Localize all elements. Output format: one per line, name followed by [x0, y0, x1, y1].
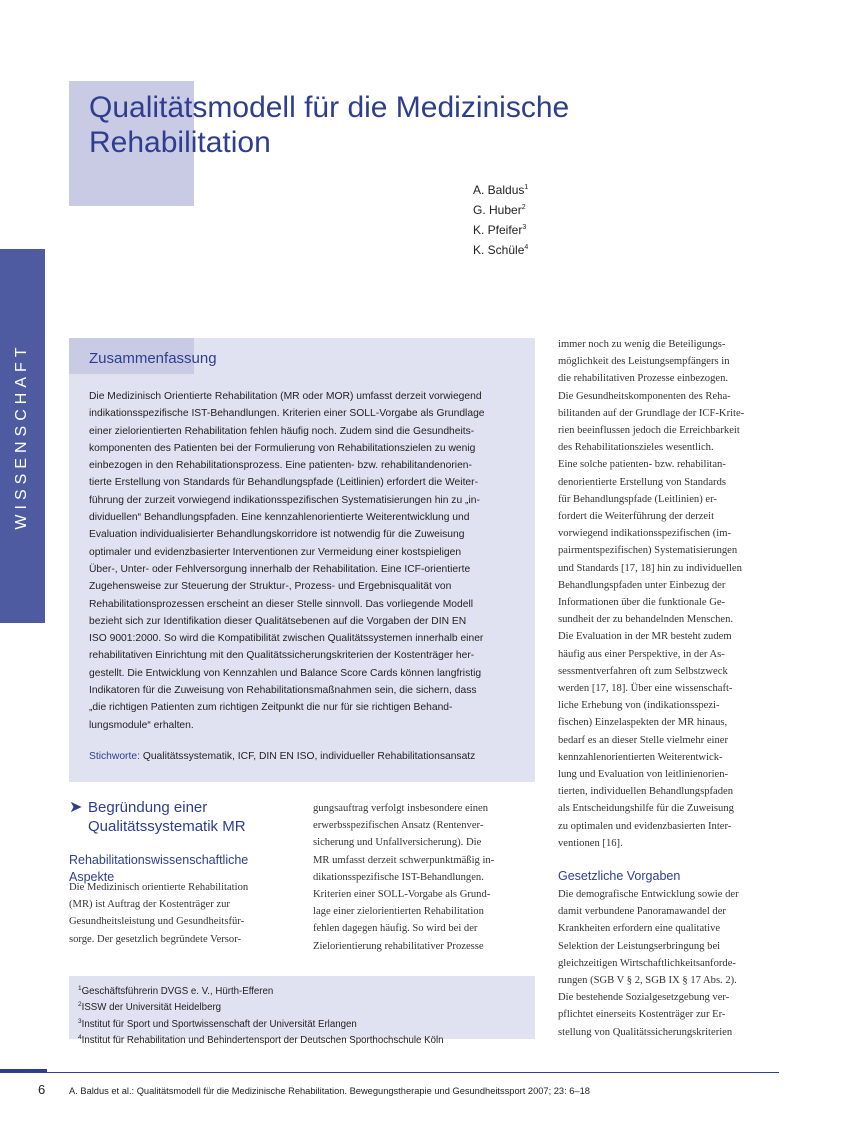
body-line: Behandlungspfaden unter Einbezug der — [558, 579, 726, 591]
body-line: lage einer zielorientierten Rehabilitation — [313, 906, 484, 918]
body-line: Selektion der Leistungserbringung bei — [558, 940, 721, 952]
footnote-text: Institut für Rehabilitation und Behindertensport der Deutschen Sporthochschule Köln — [81, 1035, 444, 1047]
body-line: pflichtet einerseits Kostenträger zur Er- — [558, 1009, 726, 1021]
body-line: (MR) ist Auftrag der Kostenträger zur — [69, 899, 230, 911]
author-name: G. Huber — [473, 203, 522, 217]
keywords-text: Qualitätssystematik, ICF, DIN EN ISO, individueller Rehabilitationsansatz — [142, 751, 476, 762]
body-line: für Behandlungspfade (Leitlinien) er- — [558, 493, 717, 505]
section-heading-line-2: Qualitätssystematik MR — [88, 818, 246, 835]
abstract-line: dividuellen“ Behandlungspfaden. Eine kennzahlenorientierte Weiterentwicklung und — [89, 512, 470, 524]
body-line: die rehabilitativen Prozesse einbezogen. — [558, 373, 729, 385]
subsection-heading: Rehabilitationswissenschaftliche Aspekte — [69, 853, 249, 884]
author-ref: 3 — [522, 224, 527, 231]
body-line: vorwiegend indikationsspezifischen (im- — [558, 528, 731, 540]
abstract-line: rehabilitativen Einrichtung mit den Qualitätssicherungskriterien der Kostenträger her- — [89, 650, 475, 662]
abstract-line: ISO 9001:2000. So wird die Kompatibilität zwischen Qualitätssystemen innerhalb einer — [89, 633, 484, 645]
body-line: sessmentverfahren oft zum Selbstzweck — [558, 665, 728, 677]
body-line: und Standards [17, 18] hin zu individuellen — [558, 562, 742, 574]
body-column-middle — [313, 800, 534, 955]
body-line: Informationen über die funktionale Ge- — [558, 597, 726, 609]
abstract-line: einbezogen in den Rehabilitationsprozess. Eine patienten- bzw. rehabilitandenorien- — [89, 460, 472, 472]
author-list — [473, 179, 528, 259]
body-line: gungsauftrag verfolgt insbesondere einen — [313, 803, 489, 814]
author-ref: 2 — [521, 204, 526, 211]
footnote-text: Institut für Sport und Sportwissenschaft der Universität Erlangen — [81, 1019, 357, 1031]
body-line: stellung von Qualitätssicherungskriterien — [558, 1026, 733, 1038]
article-title — [89, 90, 709, 160]
abstract-line: Die Medizinisch Orientierte Rehabilitation (MR oder MOR) umfasst derzeit vorwiegend — [89, 391, 482, 402]
footnote-text: ISSW der Universität Heidelberg — [81, 1002, 222, 1014]
footnote-item — [78, 982, 544, 998]
body-line: rien beeinflussen jedoch die Erreichbarkeit — [558, 425, 740, 437]
author-name: K. Pfeifer — [473, 223, 523, 237]
body-line: sorge. Der gesetzlich begründete Versor- — [69, 933, 242, 945]
abstract-line: einer zielorientierten Rehabilitation fehlen häufig noch. Zudem sind die Gesundheits- — [89, 425, 475, 437]
abstract-line: Evaluation individualisierter Behandlungskorridore ist notwendig für die Zuweisung — [89, 529, 465, 541]
author-item — [473, 239, 528, 259]
keywords-label: Stichworte: — [89, 751, 140, 762]
footer-citation: A. Baldus et al.: Qualitätsmodell für die Medizinische Rehabilitation. Bewegungstherapie und Gesundheitssport 2007; 23: 6–18 — [69, 1086, 590, 1096]
footnote-number: 1 — [78, 985, 82, 992]
abstract-line: gestellt. Die Entwicklung von Kennzahlen und Balance Score Cards können langfristig — [89, 667, 482, 679]
body-line: Die bestehende Sozialgesetzgebung ver- — [558, 992, 730, 1004]
abstract-heading: Zusammenfassung — [89, 350, 217, 367]
footnote-number: 3 — [78, 1017, 82, 1025]
abstract-line: „die richtigen Patienten zum richtigen Zeitpunkt die nur für sie richtigen Behand- — [89, 702, 453, 714]
arrow-icon: ➤ — [69, 799, 83, 816]
body-line: häufig aus einer Perspektive, in der As- — [558, 648, 725, 660]
body-line: dikationsspezifische IST-Behandlungen. — [313, 871, 484, 883]
abstract-line: Über-, Unter- oder Fehlversorgung innerhalb der Rehabilitation. Eine ICF-orientierte — [89, 563, 471, 575]
footnote-text: Geschäftsführerin DVGS e. V., Hürth-Efferen — [81, 986, 274, 998]
author-item — [473, 219, 528, 239]
body-line: fischen) Einzelaspekten der MR hinaus, — [558, 717, 728, 729]
footnotes-box — [69, 976, 535, 1047]
body-line: sundheit der zu behandelnden Menschen. — [558, 614, 734, 626]
body-line: werden [17, 18]. Über eine wissenschaft- — [558, 683, 733, 695]
abstract-line: komponenten des Patienten bei der Formulierung von Rehabilitationszielen zu wenig — [89, 442, 476, 454]
abstract-box — [69, 338, 535, 782]
body-line: liche Erhebung von (indikationsspezi- — [558, 700, 720, 712]
body-line: des Rehabilitationszieles wesentlich. — [558, 442, 714, 454]
section-side-label: WISSENSCHAFT — [13, 342, 30, 530]
article-title-line-2: Rehabilitation — [89, 126, 271, 159]
author-name: A. Baldus — [473, 183, 525, 197]
body-line: fehlen dagegen häufig. So wird bei der — [313, 923, 478, 935]
body-line: immer noch zu wenig die Beteiligungs- — [558, 339, 726, 350]
footer-accent-bar — [0, 1069, 47, 1073]
author-name: K. Schüle — [473, 243, 525, 257]
body-line: Kriterien einer SOLL-Vorgabe als Grund- — [313, 889, 491, 901]
abstract-line: tierte Erstellung von Standards für Behandlungspfade (Leitlinien) erfordert die Weiter- — [89, 477, 479, 489]
body-column-right-lower — [558, 886, 780, 1041]
footnote-number: 4 — [78, 1034, 82, 1042]
article-title-line-1: Qualitätsmodell für die Medizinische — [89, 91, 570, 124]
body-line: möglichkeit des Leistungsempfängers in — [558, 356, 730, 368]
body-line: als Entscheidungshilfe für die Zuweisung — [558, 803, 734, 815]
body-line: Gesundheitsleistung und Gesundheitsfür- — [69, 916, 245, 928]
body-line: Die Gesundheitskomponenten des Reha- — [558, 390, 731, 402]
body-column-left — [69, 879, 291, 948]
abstract-line: indikationsspezifische IST-Behandlungen. Kriterien einer SOLL-Vorgabe als Grundlage — [89, 408, 485, 420]
author-item — [473, 199, 528, 219]
body-line: zu optimalen und evidenzbasierten Inter- — [558, 820, 732, 832]
body-line: fordert die Weiterführung der derzeit — [558, 511, 715, 523]
keywords — [89, 748, 529, 765]
body-line: bedarf es an dieser Stelle vielmehr einer — [558, 734, 729, 746]
footnote-item — [78, 1015, 544, 1031]
body-line: Die demografische Entwicklung sowie der — [558, 889, 739, 900]
body-line: rungen (SGB V § 2, SGB IX § 17 Abs. 2). — [558, 975, 737, 987]
body-line: MR umfasst derzeit schwerpunktmäßig in- — [313, 854, 495, 866]
body-line: sicherung und Unfallversicherung). Die — [313, 837, 482, 849]
footnote-item — [78, 998, 544, 1014]
body-column-right — [558, 336, 780, 852]
body-line: Krankheiten erfordern eine qualitative — [558, 923, 721, 935]
body-line: damit verbundene Panoramawandel der — [558, 906, 726, 918]
abstract-line: Indikatoren für die Zuweisung von Rehabilitationsmaßnahmen sein, die sichern, dass — [89, 685, 477, 697]
footnote-item — [78, 1031, 544, 1047]
body-line: Zielorientierung rehabilitativer Prozesse — [313, 940, 484, 952]
body-line: Die Medizinisch orientierte Rehabilitation — [69, 882, 249, 893]
footer-rule — [45, 1072, 779, 1073]
body-line: erwerbsspezifischen Ansatz (Rentenver- — [313, 820, 484, 832]
section-heading-line-1: Begründung einer — [88, 799, 208, 816]
section-heading — [69, 798, 299, 836]
abstract-line: lungsmodule“ erhalten. — [89, 719, 194, 731]
body-line: lung und Evaluation von leitlinienorien- — [558, 769, 729, 781]
body-line: Die Evaluation in der MR besteht zudem — [558, 631, 732, 643]
author-item — [473, 179, 528, 199]
subsection-heading: Gesetzliche Vorgaben — [558, 869, 681, 883]
footnote-number: 2 — [78, 1001, 82, 1009]
body-line: pairmentspezifischen) Systematisierungen — [558, 545, 738, 557]
abstract-line: Zugehensweise zur Steuerung der Struktur-, Prozess- und Ergebnisqualität von — [89, 581, 452, 593]
body-line: bilitanden auf der Grundlage der ICF-Krite- — [558, 407, 745, 419]
abstract-line: führung der zurzeit vorwiegend indikationsspezifischen Systematisierungen hin zu „in- — [89, 494, 480, 506]
body-line: Eine solche patienten- bzw. rehabilitan- — [558, 459, 726, 471]
body-line: gleichzeitigen Wirtschaftlichkeitsanforde- — [558, 957, 736, 969]
abstract-line: bezieht sich zur Identifikation dieser Qualitätsebenen auf die Vorgaben der DIN EN — [89, 615, 467, 627]
author-ref: 4 — [524, 244, 529, 251]
abstract-line: Rehabilitationsprozessen erscheint an dieser Stelle sinnvoll. Das vorliegende Modell — [89, 598, 474, 610]
abstract-body — [89, 388, 519, 734]
body-line: ventionen [16]. — [558, 837, 623, 849]
page-number: 6 — [38, 1082, 46, 1097]
author-ref: 1 — [524, 184, 529, 191]
body-line: denorientierte Erstellung von Standards — [558, 476, 726, 488]
body-line: tierten, individuellen Behandlungspfaden — [558, 786, 734, 798]
body-line: kennzahlenorientierten Weiterentwick- — [558, 751, 723, 763]
abstract-line: optimaler und evidenzbasierter Interventionen zur Vermeidung einer kostspieligen — [89, 546, 462, 558]
